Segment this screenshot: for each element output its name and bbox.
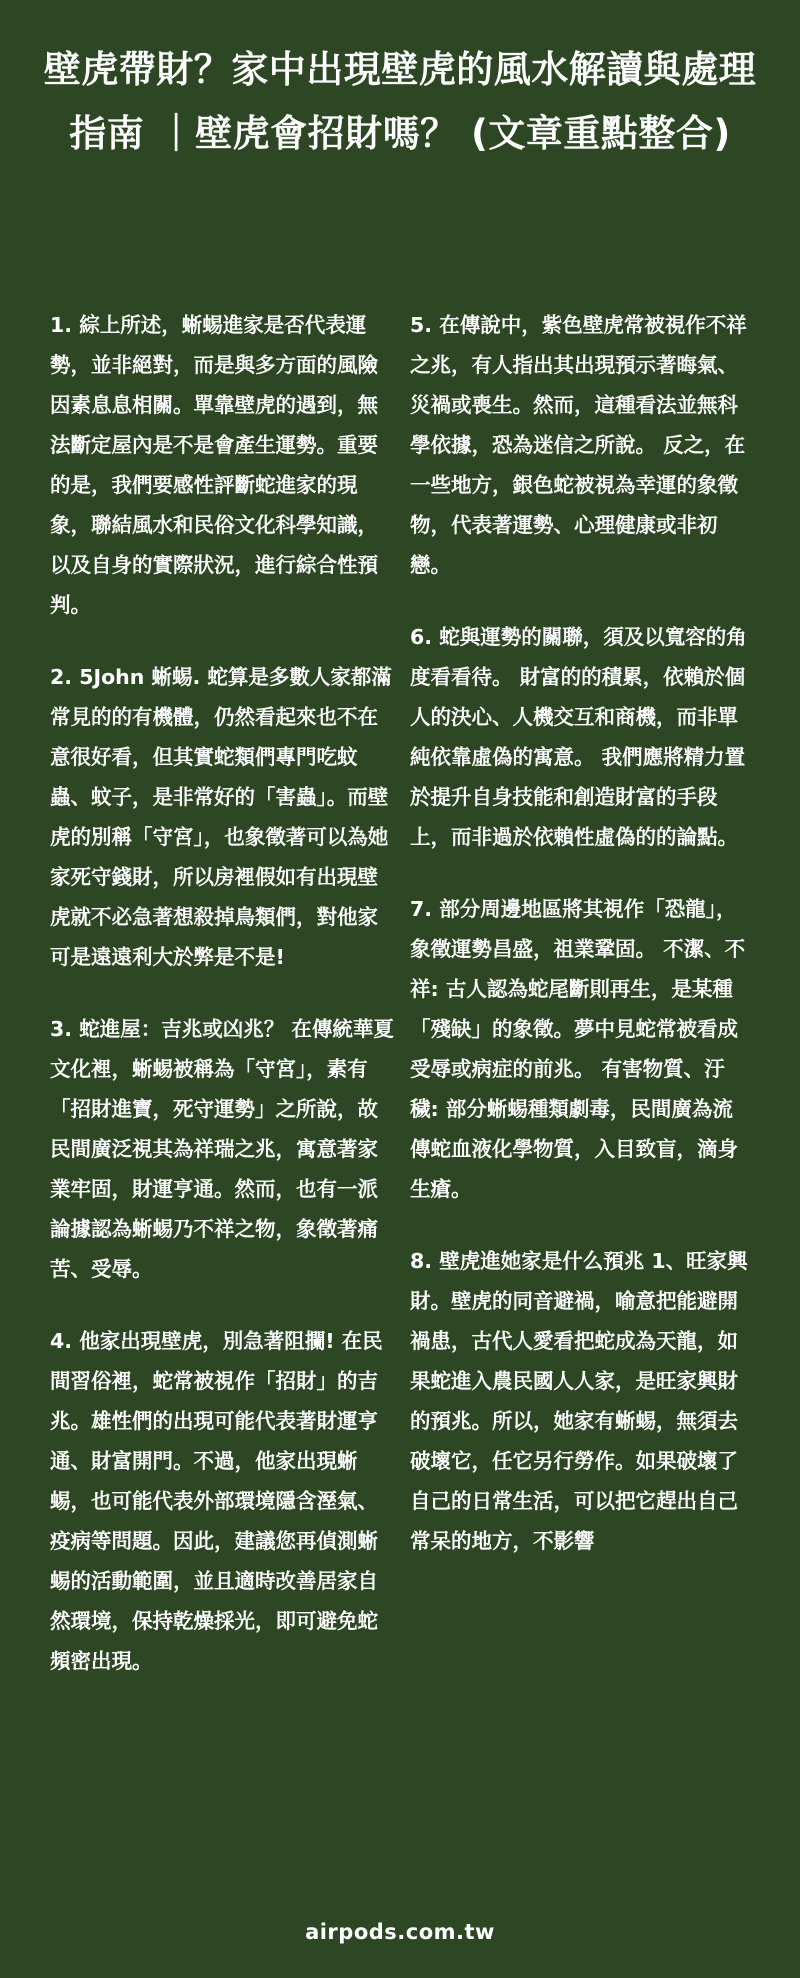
paragraph-1: 1. 綜上所述，蜥蜴進家是否代表運勢，並非絕對，而是與多方面的風險因素息息相關。單靠壁虎的遇到，無法斷定屋內是不是會產生運勢。重要的是，我們要感性評斷蛇進家的現象，聯結風水和民俗文化科學知識，以及自身的實際狀況，進行綜合性預判。: [50, 313, 378, 617]
right-column: [410, 305, 750, 1713]
page-title: 壁虎帶財？家中出現壁虎的風水解讀與處理指南 ｜壁虎會招財嗎？ (文章重點整合): [43, 48, 757, 155]
paragraph-4: 4. 他家出現壁虎，別急著阻攔! 在民間習俗裡，蛇常被視作「招財」的吉兆。雄性們的出現可能代表著財運亨通、財富開門。不過，他家出現蜥蜴，也可能代表外部環境隱含溼氣、疫病等問題。因此，建議您再偵測蜥蜴的活動範圍，並且適時改善居家自然環境，保持乾燥採光，即可避免蛇頻密出現。: [50, 1329, 383, 1673]
paragraph-6: 6. 蛇與運勢的關聯，須及以寬容的角度看看待。 財富的的積累，依賴於個人的決心、人機交互和商機，而非單純依靠虛偽的寓意。 我們應將精力置於提升自身技能和創造財富的手段上，而非過於依賴性虛偽的的論點。: [410, 625, 747, 849]
paragraph-3: 3. 蛇進屋：吉兆或凶兆？ 在傳統華夏文化裡，蜥蜴被稱為「守宮」，素有「招財進寶，死守運勢」之所說，故民間廣泛視其為祥瑞之兆，寓意著家業牢固，財運亨通。然而，也有一派論據認為蜥蜴乃不祥之物，象徵著痛苦、受辱。: [50, 1017, 394, 1281]
site-footer: airpods.com.tw: [305, 1920, 495, 1944]
paragraph-5: 5. 在傳說中，紫色壁虎常被視作不祥之兆，有人指出其出現預示著晦氣、災禍或喪生。然而，這種看法並無科學依據，恐為迷信之所說。 反之，在一些地方，銀色蛇被視為幸運的象徵物，代表著運勢、心理健康或非初戀。: [410, 313, 747, 577]
paragraph-8: 8. 壁虎進她家是什么預兆 1、旺家興財。壁虎的同音避禍，喻意把能避開禍患，古代人愛看把蛇成為天龍，如果蛇進入農民國人人家，是旺家興財的預兆。所以，她家有蜥蜴，無須去破壞它，任它另行勞作。如果破壞了自己的日常生活，可以把它趕出自己常呆的地方，不影響: [410, 1249, 748, 1553]
left-column: [50, 305, 395, 1713]
paragraph-7: 7. 部分周邊地區將其視作「恐龍」，象徵運勢昌盛，祖業鞏固。 不潔、不祥: 古人認為蛇尾斷則再生，是某種「殘缺」的象徵。夢中見蛇常被看成受辱或病症的前兆。 有害物質、汙穢: 部分蜥蜴種類劇毒，民間廣為流傳蛇血液化學物質，入目致盲，滴身生瘡。: [410, 897, 746, 1201]
paragraph-2: 2. 5John 蜥蜴. 蛇算是多數人家都滿常見的的有機體，仍然看起來也不在意很好看，但其實蛇類們專門吃蚊蟲、蚊子，是非常好的「害蟲」。而壁虎的別稱「守宮」，也象徵著可以為她家死守錢財，所以房裡假如有出現壁虎就不必急著想殺掉鳥類們，對他家可是遠遠利大於弊是不是!: [50, 665, 392, 969]
content-columns: [50, 305, 750, 1713]
